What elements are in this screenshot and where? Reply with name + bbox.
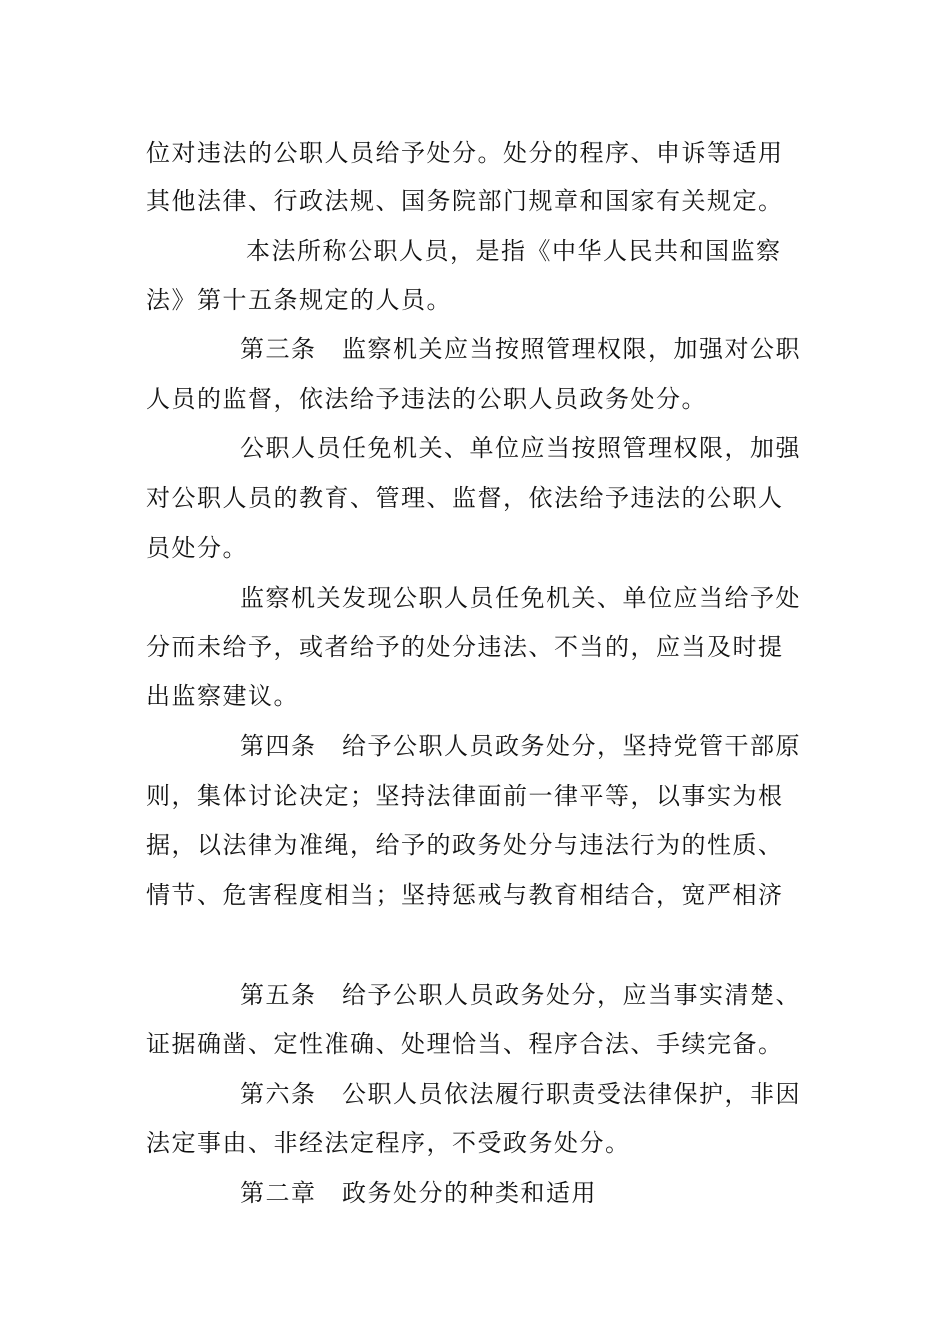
text-line: 证据确凿、定性准确、处理恰当、程序合法、手续完备。 — [146, 1030, 784, 1058]
article-4-heading-line: 第四条 给予公职人员政务处分，坚持党管干部原 — [240, 732, 801, 760]
text-line: 法定事由、非经法定程序，不受政务处分。 — [146, 1129, 631, 1157]
text-line: 其他法律、行政法规、国务院部门规章和国家有关规定。 — [146, 187, 784, 215]
text-line: 对公职人员的教育、管理、监督，依法给予违法的公职人 — [146, 484, 784, 512]
article-6-heading-line: 第六条 公职人员依法履行职责受法律保护，非因 — [240, 1080, 801, 1108]
text-line: 员处分。 — [146, 534, 248, 562]
article-3-heading-line: 第三条 监察机关应当按照管理权限，加强对公职 — [240, 335, 801, 363]
text-line: 法》第十五条规定的人员。 — [146, 286, 452, 314]
text-line: 出监察建议。 — [146, 682, 299, 710]
text-line: 据，以法律为准绳，给予的政务处分与违法行为的性质、 — [146, 831, 784, 859]
text-line: 情节、危害程度相当；坚持惩戒与教育相结合，宽严相济 — [146, 881, 784, 909]
text-line: 监察机关发现公职人员任免机关、单位应当给予处 — [240, 584, 801, 612]
chapter-2-heading: 第二章 政务处分的种类和适用 — [240, 1179, 597, 1207]
text-line: 分而未给予，或者给予的处分违法、不当的，应当及时提 — [146, 633, 784, 661]
text-line: 本法所称公职人员，是指《中华人民共和国监察 — [246, 237, 782, 265]
article-5-heading-line: 第五条 给予公职人员政务处分，应当事实清楚、 — [240, 981, 801, 1009]
text-line: 公职人员任免机关、单位应当按照管理权限，加强 — [240, 434, 801, 462]
text-line: 位对违法的公职人员给予处分。处分的程序、申诉等适用 — [146, 139, 784, 167]
text-line: 则，集体讨论决定；坚持法律面前一律平等，以事实为根 — [146, 782, 784, 810]
text-line: 人员的监督，依法给予违法的公职人员政务处分。 — [146, 385, 707, 413]
